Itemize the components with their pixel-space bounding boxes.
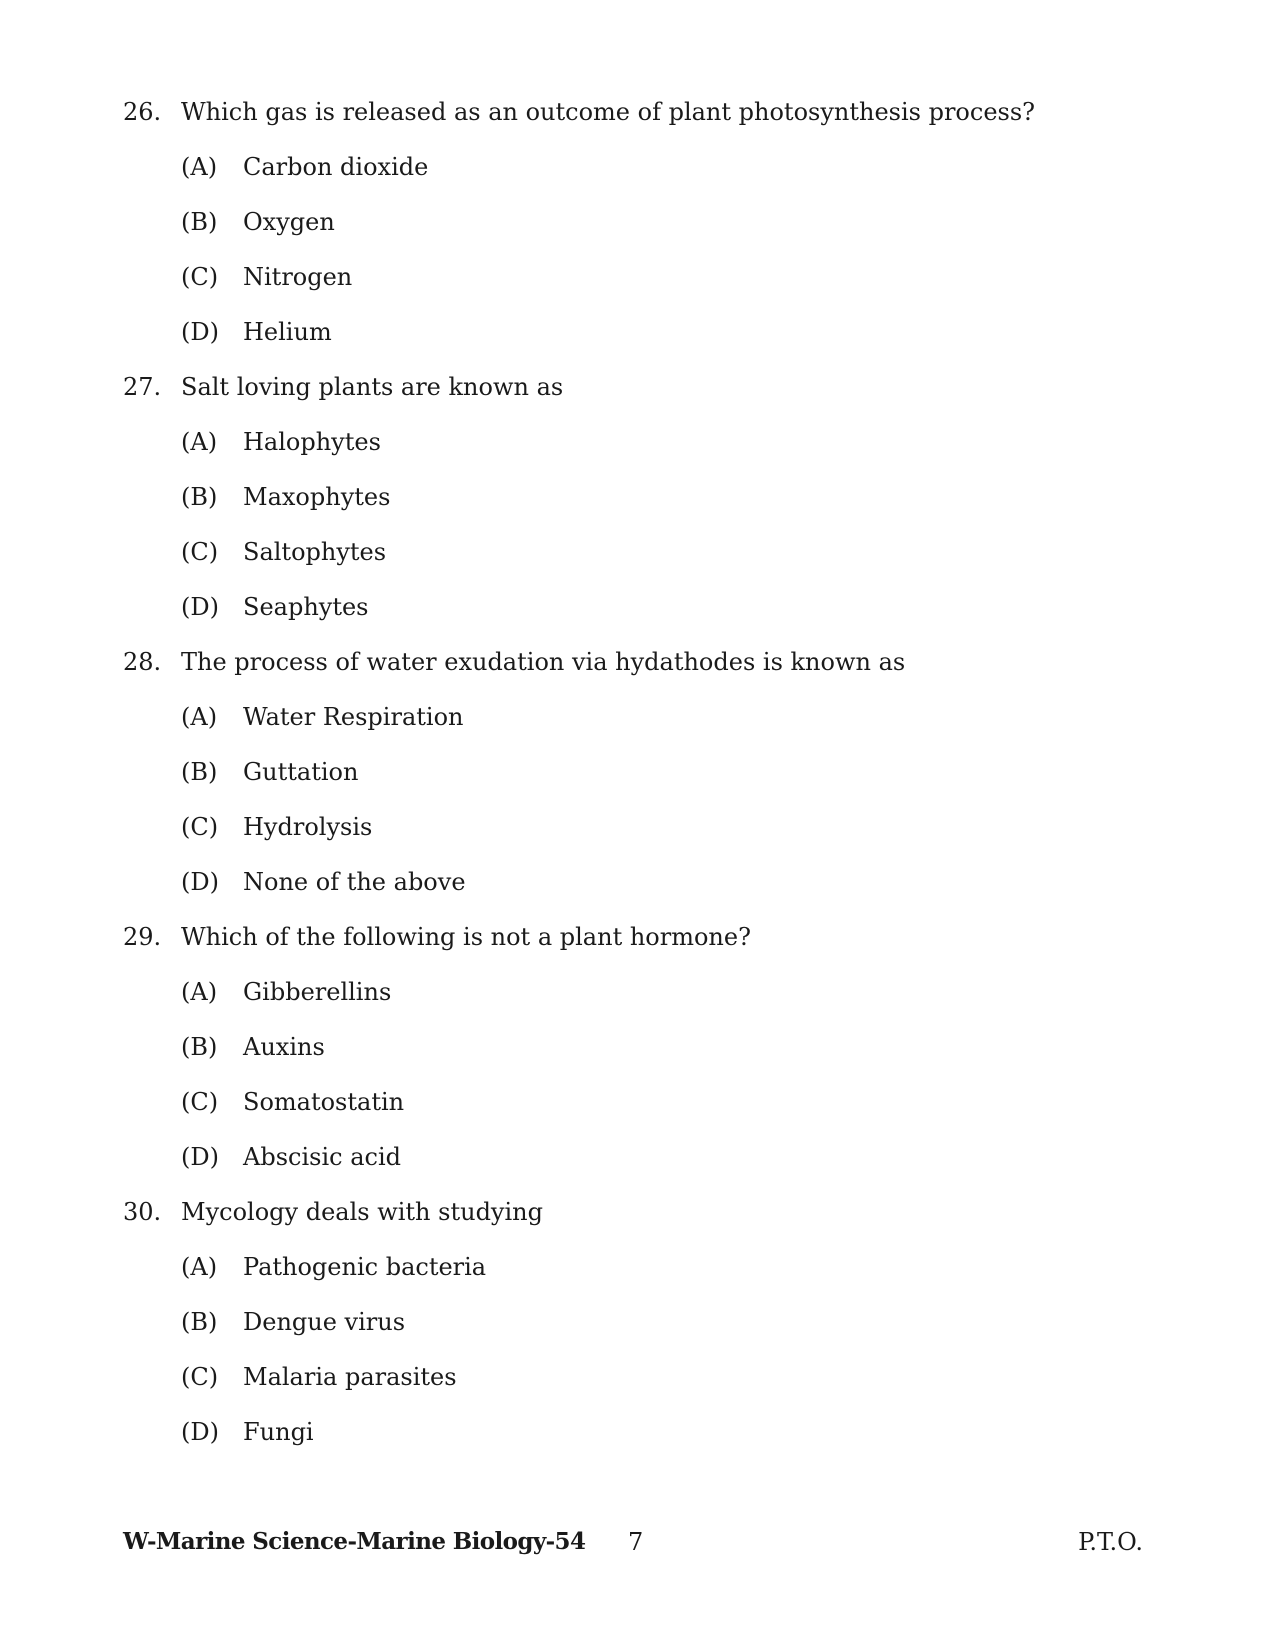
- question-text: The process of water exudation via hydathodes is known as: [181, 648, 906, 676]
- option-text: Seaphytes: [243, 593, 369, 621]
- option-text: Auxins: [243, 1033, 325, 1061]
- option-text: Oxygen: [243, 208, 335, 236]
- question-stem: [123, 917, 1163, 972]
- option-letter: (C): [181, 813, 219, 841]
- option-a: [123, 147, 1163, 202]
- option-letter: (B): [181, 208, 218, 236]
- option-letter: (B): [181, 1033, 218, 1061]
- question-stem: [123, 642, 1163, 697]
- question-text: Which gas is released as an outcome of plant photosynthesis process?: [181, 98, 1036, 126]
- question-number: 27.: [123, 373, 162, 401]
- option-letter: (A): [181, 703, 218, 731]
- option-d: [123, 587, 1163, 642]
- option-a: [123, 1247, 1163, 1302]
- paper-code: W-Marine Science-Marine Biology-54: [123, 1528, 586, 1555]
- question-26: [123, 92, 1163, 367]
- option-text: Pathogenic bacteria: [243, 1253, 487, 1281]
- question-28: [123, 642, 1163, 917]
- option-letter: (A): [181, 428, 218, 456]
- option-d: [123, 312, 1163, 367]
- option-letter: (C): [181, 538, 219, 566]
- option-text: Maxophytes: [243, 483, 391, 511]
- option-d: [123, 1412, 1163, 1467]
- option-b: [123, 477, 1163, 532]
- option-letter: (C): [181, 1363, 219, 1391]
- page-number: 7: [628, 1528, 644, 1556]
- question-29: [123, 917, 1163, 1192]
- option-text: Fungi: [243, 1418, 314, 1446]
- question-number: 29.: [123, 923, 162, 951]
- question-number: 26.: [123, 98, 162, 126]
- option-text: Abscisic acid: [243, 1143, 401, 1171]
- option-a: [123, 697, 1163, 752]
- option-letter: (C): [181, 263, 219, 291]
- option-text: Guttation: [243, 758, 359, 786]
- question-number: 28.: [123, 648, 162, 676]
- option-text: Somatostatin: [243, 1088, 405, 1116]
- option-list: [123, 147, 1163, 367]
- option-letter: (A): [181, 153, 218, 181]
- question-text: Salt loving plants are known as: [181, 373, 564, 401]
- question-stem: [123, 92, 1163, 147]
- option-letter: (D): [181, 593, 219, 621]
- option-text: Gibberellins: [243, 978, 392, 1006]
- option-d: [123, 1137, 1163, 1192]
- option-b: [123, 1027, 1163, 1082]
- option-list: [123, 697, 1163, 917]
- option-letter: (B): [181, 483, 218, 511]
- option-letter: (D): [181, 868, 219, 896]
- option-text: Helium: [243, 318, 332, 346]
- option-letter: (D): [181, 318, 219, 346]
- option-list: [123, 972, 1163, 1192]
- option-c: [123, 532, 1163, 587]
- question-text: Mycology deals with studying: [181, 1198, 543, 1226]
- option-letter: (D): [181, 1143, 219, 1171]
- question-30: [123, 1192, 1163, 1467]
- option-text: Nitrogen: [243, 263, 353, 291]
- option-a: [123, 422, 1163, 477]
- option-c: [123, 807, 1163, 862]
- option-letter: (A): [181, 978, 218, 1006]
- question-list: [123, 92, 1163, 1467]
- option-b: [123, 202, 1163, 257]
- question-27: [123, 367, 1163, 642]
- option-text: Malaria parasites: [243, 1363, 457, 1391]
- option-c: [123, 1357, 1163, 1412]
- option-letter: (B): [181, 1308, 218, 1336]
- option-text: Halophytes: [243, 428, 381, 456]
- question-text: Which of the following is not a plant hormone?: [181, 923, 751, 951]
- option-letter: (D): [181, 1418, 219, 1446]
- question-stem: [123, 367, 1163, 422]
- option-b: [123, 1302, 1163, 1357]
- option-c: [123, 257, 1163, 312]
- option-letter: (A): [181, 1253, 218, 1281]
- question-stem: [123, 1192, 1163, 1247]
- option-c: [123, 1082, 1163, 1137]
- option-a: [123, 972, 1163, 1027]
- option-text: Dengue virus: [243, 1308, 406, 1336]
- option-list: [123, 422, 1163, 642]
- option-text: None of the above: [243, 868, 466, 896]
- option-text: Carbon dioxide: [243, 153, 429, 181]
- option-letter: (B): [181, 758, 218, 786]
- option-b: [123, 752, 1163, 807]
- option-d: [123, 862, 1163, 917]
- option-list: [123, 1247, 1163, 1467]
- option-text: Water Respiration: [243, 703, 464, 731]
- option-text: Saltophytes: [243, 538, 387, 566]
- option-letter: (C): [181, 1088, 219, 1116]
- question-number: 30.: [123, 1198, 162, 1226]
- pto-label: P.T.O.: [1078, 1528, 1143, 1556]
- page-footer: [123, 1522, 1143, 1562]
- option-text: Hydrolysis: [243, 813, 373, 841]
